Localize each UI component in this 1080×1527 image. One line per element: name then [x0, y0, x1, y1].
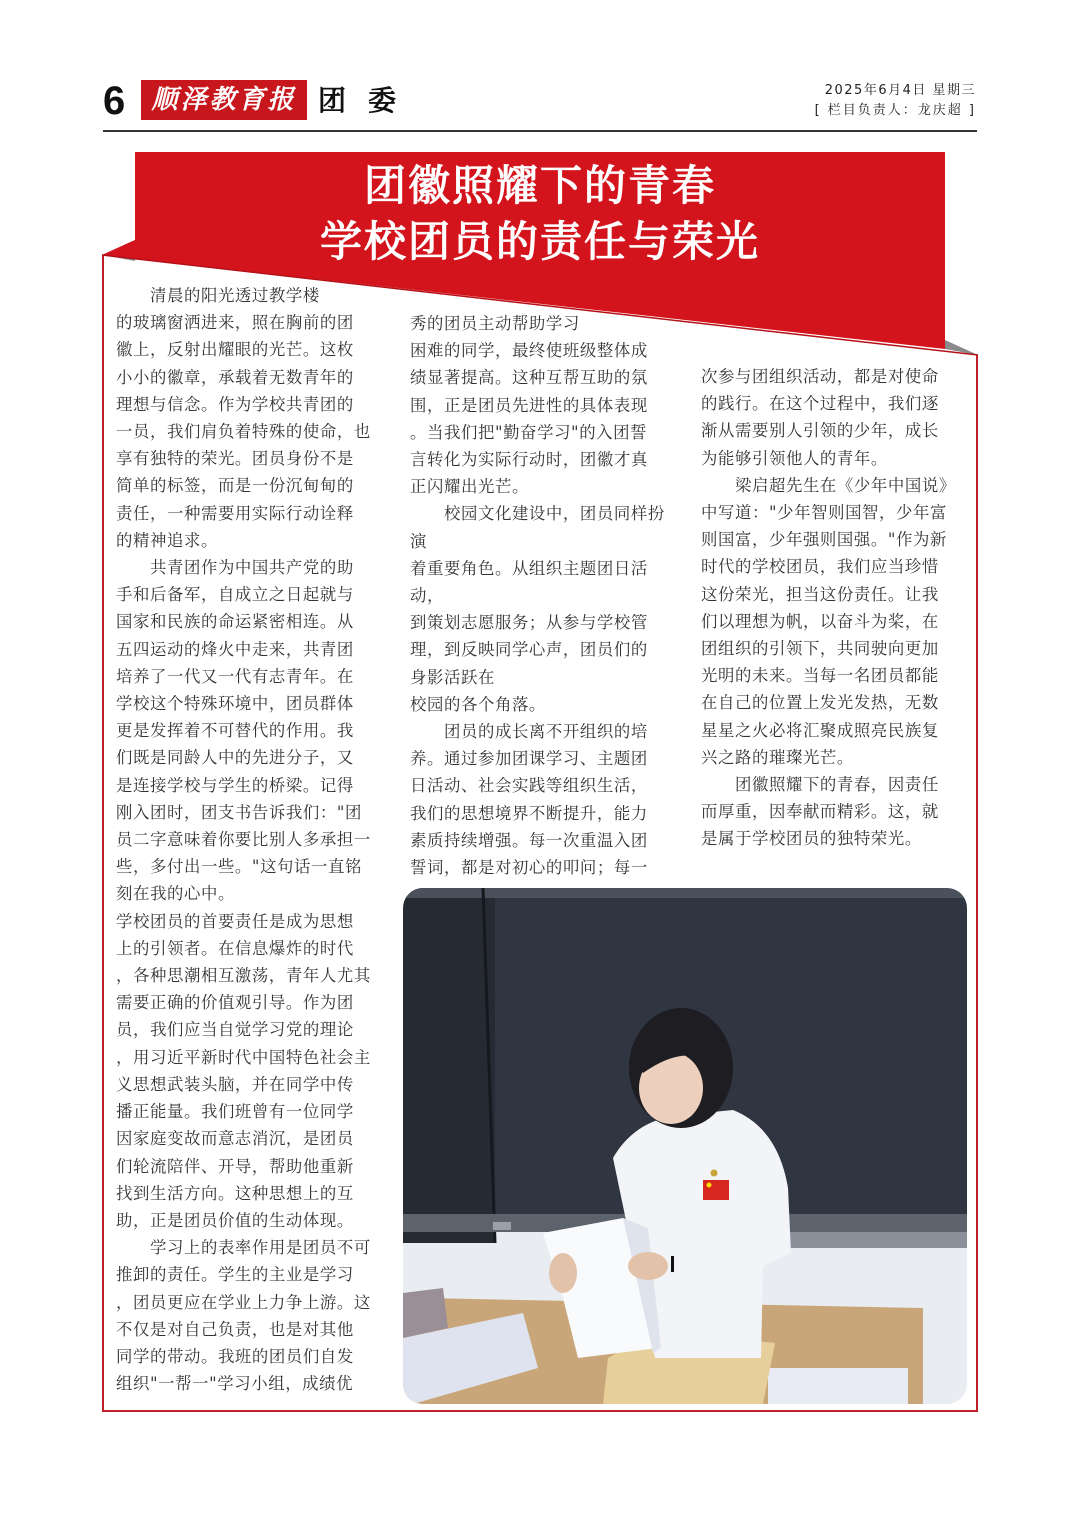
text-line: 员，我们应当自觉学习党的理论: [116, 1020, 354, 1040]
text-line: 们以理想为帆，以奋斗为桨，在: [701, 611, 939, 631]
newspaper-logo: 顺泽教育报: [141, 80, 307, 120]
text-line: 次参与团组织活动，都是对使命: [701, 367, 939, 386]
text-line: 责任，一种需要用实际行动诠释: [116, 503, 354, 523]
text-line: 身影活跃在: [410, 667, 495, 687]
text-line: 素质持续增强。每一次重温入团: [410, 830, 648, 850]
text-line: ，用习近平新时代中国特色社会主: [116, 1047, 371, 1067]
text-line: 兴之路的璀璨光芒。: [701, 747, 854, 767]
text-line: 刚入团时，团支书告诉我们："团: [116, 802, 363, 822]
text-line: 的践行。在这个过程中，我们逐: [701, 394, 939, 414]
text-line: 着重要角色。从组织主题团日活: [410, 558, 648, 578]
text-line: 日活动、社会实践等组织生活，: [410, 776, 648, 796]
text-line: ，各种思潮相互激荡，青年人尤其: [116, 966, 371, 986]
text-line: 中写道："少年智则国智，少年富: [701, 503, 948, 523]
text-line: 清晨的阳光透过教学楼: [116, 286, 320, 305]
text-line: 养。通过参加团课学习、主题团: [410, 749, 648, 769]
text-line: 助，正是团员价值的生动体现。: [116, 1210, 354, 1230]
text-line: 团徽照耀下的青春，因责任: [701, 775, 939, 795]
article-column-2: [410, 310, 682, 881]
text-line: 员二字意味着你要比别人多承担一: [116, 830, 371, 850]
text-line: 是连接学校与学生的桥梁。记得: [116, 775, 354, 795]
text-line: 则国富，少年强则国强。"作为新: [701, 530, 948, 550]
text-line: 我们的思想境界不断提升，能力: [410, 803, 648, 823]
text-line: 理想与信念。作为学校共青团的: [116, 394, 354, 414]
text-line: 需要正确的价值观引导。作为团: [116, 993, 354, 1013]
text-line: 更是发挥着不可替代的作用。我: [116, 721, 354, 741]
text-line: 国家和民族的命运紧密相连。从: [116, 612, 354, 632]
text-line: 为能够引领他人的青年。: [701, 448, 888, 468]
text-line: 因家庭变故而意志消沉，是团员: [116, 1129, 354, 1149]
article-column-1: [116, 282, 388, 1397]
text-line: 绩显著提高。这种互帮互助的氛: [410, 368, 648, 388]
text-line: 同学的带动。我班的团员们自发: [116, 1346, 354, 1366]
text-line: 光明的未来。当每一名团员都能: [701, 666, 939, 686]
text-line: 共青团作为中国共产党的助: [116, 558, 354, 578]
text-line: 的玻璃窗洒进来，照在胸前的团: [116, 313, 354, 333]
text-line: 誓词，都是对初心的叩问；每一: [410, 858, 648, 878]
text-line: 们既是同龄人中的先进分子，又: [116, 748, 354, 768]
text-line: 找到生活方向。这种思想上的互: [116, 1183, 354, 1203]
text-line: 刻在我的心中。: [116, 884, 235, 904]
text-line: 团员的成长离不开组织的培: [410, 722, 648, 742]
page-number: 6: [103, 79, 126, 123]
title-line-2: 学校团员的责任与荣光: [319, 217, 760, 266]
text-line: 学校团员的首要责任是成为思想: [116, 911, 354, 931]
text-line: 这份荣光，担当这份责任。让我: [701, 584, 939, 604]
text-line: 校园文化建设中，团员同样扮: [410, 504, 665, 524]
text-line: 义思想武装头脑，并在同学中传: [116, 1074, 354, 1094]
text-line: 围，正是团员先进性的具体表现: [410, 395, 648, 415]
text-line: 学校这个特殊环境中，团员群体: [116, 694, 354, 714]
text-line: 理，到反映同学心声，团员们的: [410, 640, 648, 660]
text-line: 播正能量。我们班曾有一位同学: [116, 1102, 354, 1122]
article-photo: [403, 888, 967, 1404]
text-line: 上的引领者。在信息爆炸的时代: [116, 938, 354, 958]
title-line-1: 团徽照耀下的青春: [363, 161, 716, 210]
text-line: 渐从需要别人引领的少年，成长: [701, 421, 939, 441]
text-line: 在自己的位置上发光发热，无数: [701, 693, 939, 713]
text-line: 团组织的引领下，共同驶向更加: [701, 639, 939, 659]
text-line: 不仅是对自己负责，也是对其他: [116, 1319, 354, 1339]
text-line: 徽上，反射出耀眼的光芒。这枚: [116, 340, 354, 360]
text-line: 组织"一帮一"学习小组，成绩优: [116, 1374, 354, 1394]
text-line: 演: [410, 531, 427, 551]
article-column-3: [701, 363, 973, 853]
text-line: 言转化为实际行动时，团徽才真: [410, 450, 648, 470]
text-line: 正闪耀出光芒。: [410, 477, 529, 497]
text-line: 享有独特的荣光。团员身份不是: [116, 449, 354, 469]
text-line: 动，: [410, 586, 444, 606]
text-line: 些，多付出一些。"这句话一直铭: [116, 857, 363, 877]
issue-date: 2025年6月4日 星期三: [824, 83, 976, 98]
text-line: 到策划志愿服务；从参与学校管: [410, 613, 648, 633]
text-line: 的精神追求。: [116, 530, 218, 550]
text-line: 简单的标签，而是一份沉甸甸的: [116, 476, 354, 496]
column-editor: [ 栏目负责人：龙庆超 ]: [814, 103, 976, 118]
text-line: 培养了一代又一代有志青年。在: [116, 666, 354, 686]
text-line: ，团员更应在学业上力争上游。这: [116, 1292, 371, 1312]
text-line: 五四运动的烽火中走来，共青团: [116, 639, 354, 659]
text-line: 困难的同学，最终使班级整体成: [410, 341, 648, 361]
text-line: 星星之火必将汇聚成照亮民族复: [701, 720, 939, 740]
text-line: 推卸的责任。学生的主业是学习: [116, 1265, 354, 1285]
section-title: 团委: [318, 84, 419, 117]
text-line: 小小的徽章，承载着无数青年的: [116, 367, 354, 387]
text-line: 是属于学校团员的独特荣光。: [701, 829, 922, 849]
text-line: 校园的各个角落。: [410, 694, 546, 714]
text-line: 梁启超先生在《少年中国说》: [701, 475, 956, 495]
text-line: 秀的团员主动帮助学习: [410, 314, 580, 333]
text-line: 手和后备军，自成立之日起就与: [116, 585, 354, 605]
text-line: 。当我们把"勤奋学习"的入团誓: [410, 422, 648, 442]
text-line: 一员，我们肩负着特殊的使命，也: [116, 422, 371, 442]
text-line: 时代的学校团员，我们应当珍惜: [701, 557, 939, 577]
text-line: 们轮流陪伴、开导，帮助他重新: [116, 1156, 354, 1176]
article-title: [135, 158, 945, 270]
text-line: 而厚重，因奉献而精彩。这，就: [701, 802, 939, 822]
text-line: 学习上的表率作用是团员不可: [116, 1238, 371, 1258]
header-rule: [103, 130, 977, 132]
